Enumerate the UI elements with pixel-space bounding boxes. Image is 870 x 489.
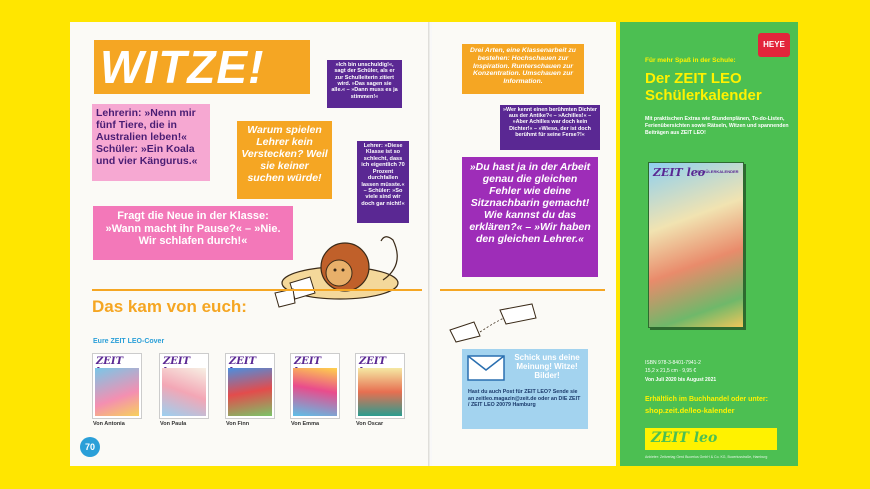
joke-achilles: »Wer kennt einen berühmten Dichter aus der Antike?« – »Achilles!« – »Aber Achilles war doch kein Dichter!« – »Wieso, der ist doch berühmt für seine Ferse?!« (500, 105, 600, 150)
ad-footer-logo-box (645, 428, 777, 450)
joke-three-ways: Drei Arten, eine Klassenarbeit zu bestehen: Hochschauen zur Inspiration. Runterschauen zur Konzentration. Umschauen zur Information. (462, 44, 584, 94)
cover-logo: ZEIT (229, 356, 257, 367)
ad-availability: Erhältlich im Buchhandel oder unter: (645, 396, 768, 403)
ad-period: Von Juli 2020 bis August 2021 (645, 377, 717, 383)
calendar-book-image (648, 162, 744, 328)
section-divider-right (440, 289, 605, 291)
joke-teacher-australia: Lehrerin: »Nenn mir fünf Tiere, die in Australien leben!« Schüler: »Ein Koala und vier Kängurus.« (92, 104, 210, 181)
reader-cover (355, 353, 405, 419)
joke-hide-and-seek: Warum spielen Lehrer kein Verstecken? Weil sie keiner suchen würde! (237, 121, 332, 199)
ad-tagline: Für mehr Spaß in der Schule: (645, 57, 736, 64)
book-logo: ZEIT leo (653, 166, 706, 179)
ad-shop-link[interactable]: shop.zeit.de/leo-kalender (645, 406, 735, 415)
ad-isbn: ISBN 978-3-8401-7941-2 (645, 360, 701, 366)
reader-cover (290, 353, 340, 419)
reader-cover (225, 353, 275, 419)
cover-caption: Von Finn (226, 421, 250, 427)
joke-innocent: »Ich bin unschuldig!«, sagt der Schüler, als er zur Schulleiterin zitiert wird. »Das sagen sie alle.« – »Dann muss es ja stimmen!« (327, 60, 402, 108)
page-title: WITZE! (94, 40, 310, 94)
ad-size-price: 15,2 x 21,5 cm · 9,95 € (645, 368, 697, 374)
flying-papers-illustration (440, 302, 560, 344)
page-number: 70 (80, 437, 100, 457)
cover-caption: Von Paula (160, 421, 187, 427)
heye-badge: HEYE (758, 33, 790, 57)
joke-pause: Fragt die Neue in der Klasse: »Wann macht ihr Pause?« – »Nie. Wir schlafen durch!« (93, 206, 293, 260)
cover-caption: Von Emma (291, 421, 320, 427)
envelope-icon (467, 355, 505, 381)
reader-cover (92, 353, 142, 419)
ad-description: Mit praktischen Extras wie Stundenplänen, To-do-Listen, Ferienübersichten sowie Rätseln, Witzen und spannenden Beiträgen aus ZEIT LEO! (645, 116, 789, 136)
cover-logo: ZEIT (294, 356, 322, 367)
section-divider-left (92, 289, 422, 291)
reader-cover (159, 353, 209, 419)
cover-logo: ZEIT (96, 356, 124, 367)
cover-logo: ZEIT (163, 356, 191, 367)
covers-label: Eure ZEIT LEO-Cover (93, 338, 165, 345)
mail-title: Schick uns deine Meinung! Witze! Bilder! (514, 353, 580, 381)
joke-class-fail: Lehrer: »Diese Klasse ist so schlecht, dass ich eigentlich 70 Prozent durchfallen lassen müsste.« – Schüler: »So viele sind wir doch gar nicht!« (357, 141, 409, 223)
ad-footnote: Anbieter: Zeitverlag Gerd Bucerius GmbH & Co. KG, Buceriusstraße, Hamburg (645, 455, 768, 459)
ad-title: Der ZEIT LEO Schülerkalender (645, 70, 762, 105)
cover-caption: Von Antonia (93, 421, 125, 427)
mail-body: Hast du auch Post für ZEIT LEO? Sende sie an zeitleo.magazin@zeit.de oder an DIE ZEIT / ZEIT LEO 20079 Hamburg (468, 389, 581, 409)
ad-footer-logo: ZEIT leo (651, 430, 718, 446)
book-subtitle: SCHÜLERKALENDER (697, 169, 739, 174)
cover-caption: Von Oscar (356, 421, 384, 427)
lion-illustration (265, 225, 430, 315)
joke-same-mistakes: »Du hast ja in der Arbeit genau die gleichen Fehler wie deine Sitznachbarin gemacht! Wie kannst du das erklären?« – »Wir haben den gleichen Lehrer.« (462, 157, 598, 277)
cover-logo: ZEIT (359, 356, 387, 367)
section-heading: Das kam von euch: (92, 297, 247, 316)
